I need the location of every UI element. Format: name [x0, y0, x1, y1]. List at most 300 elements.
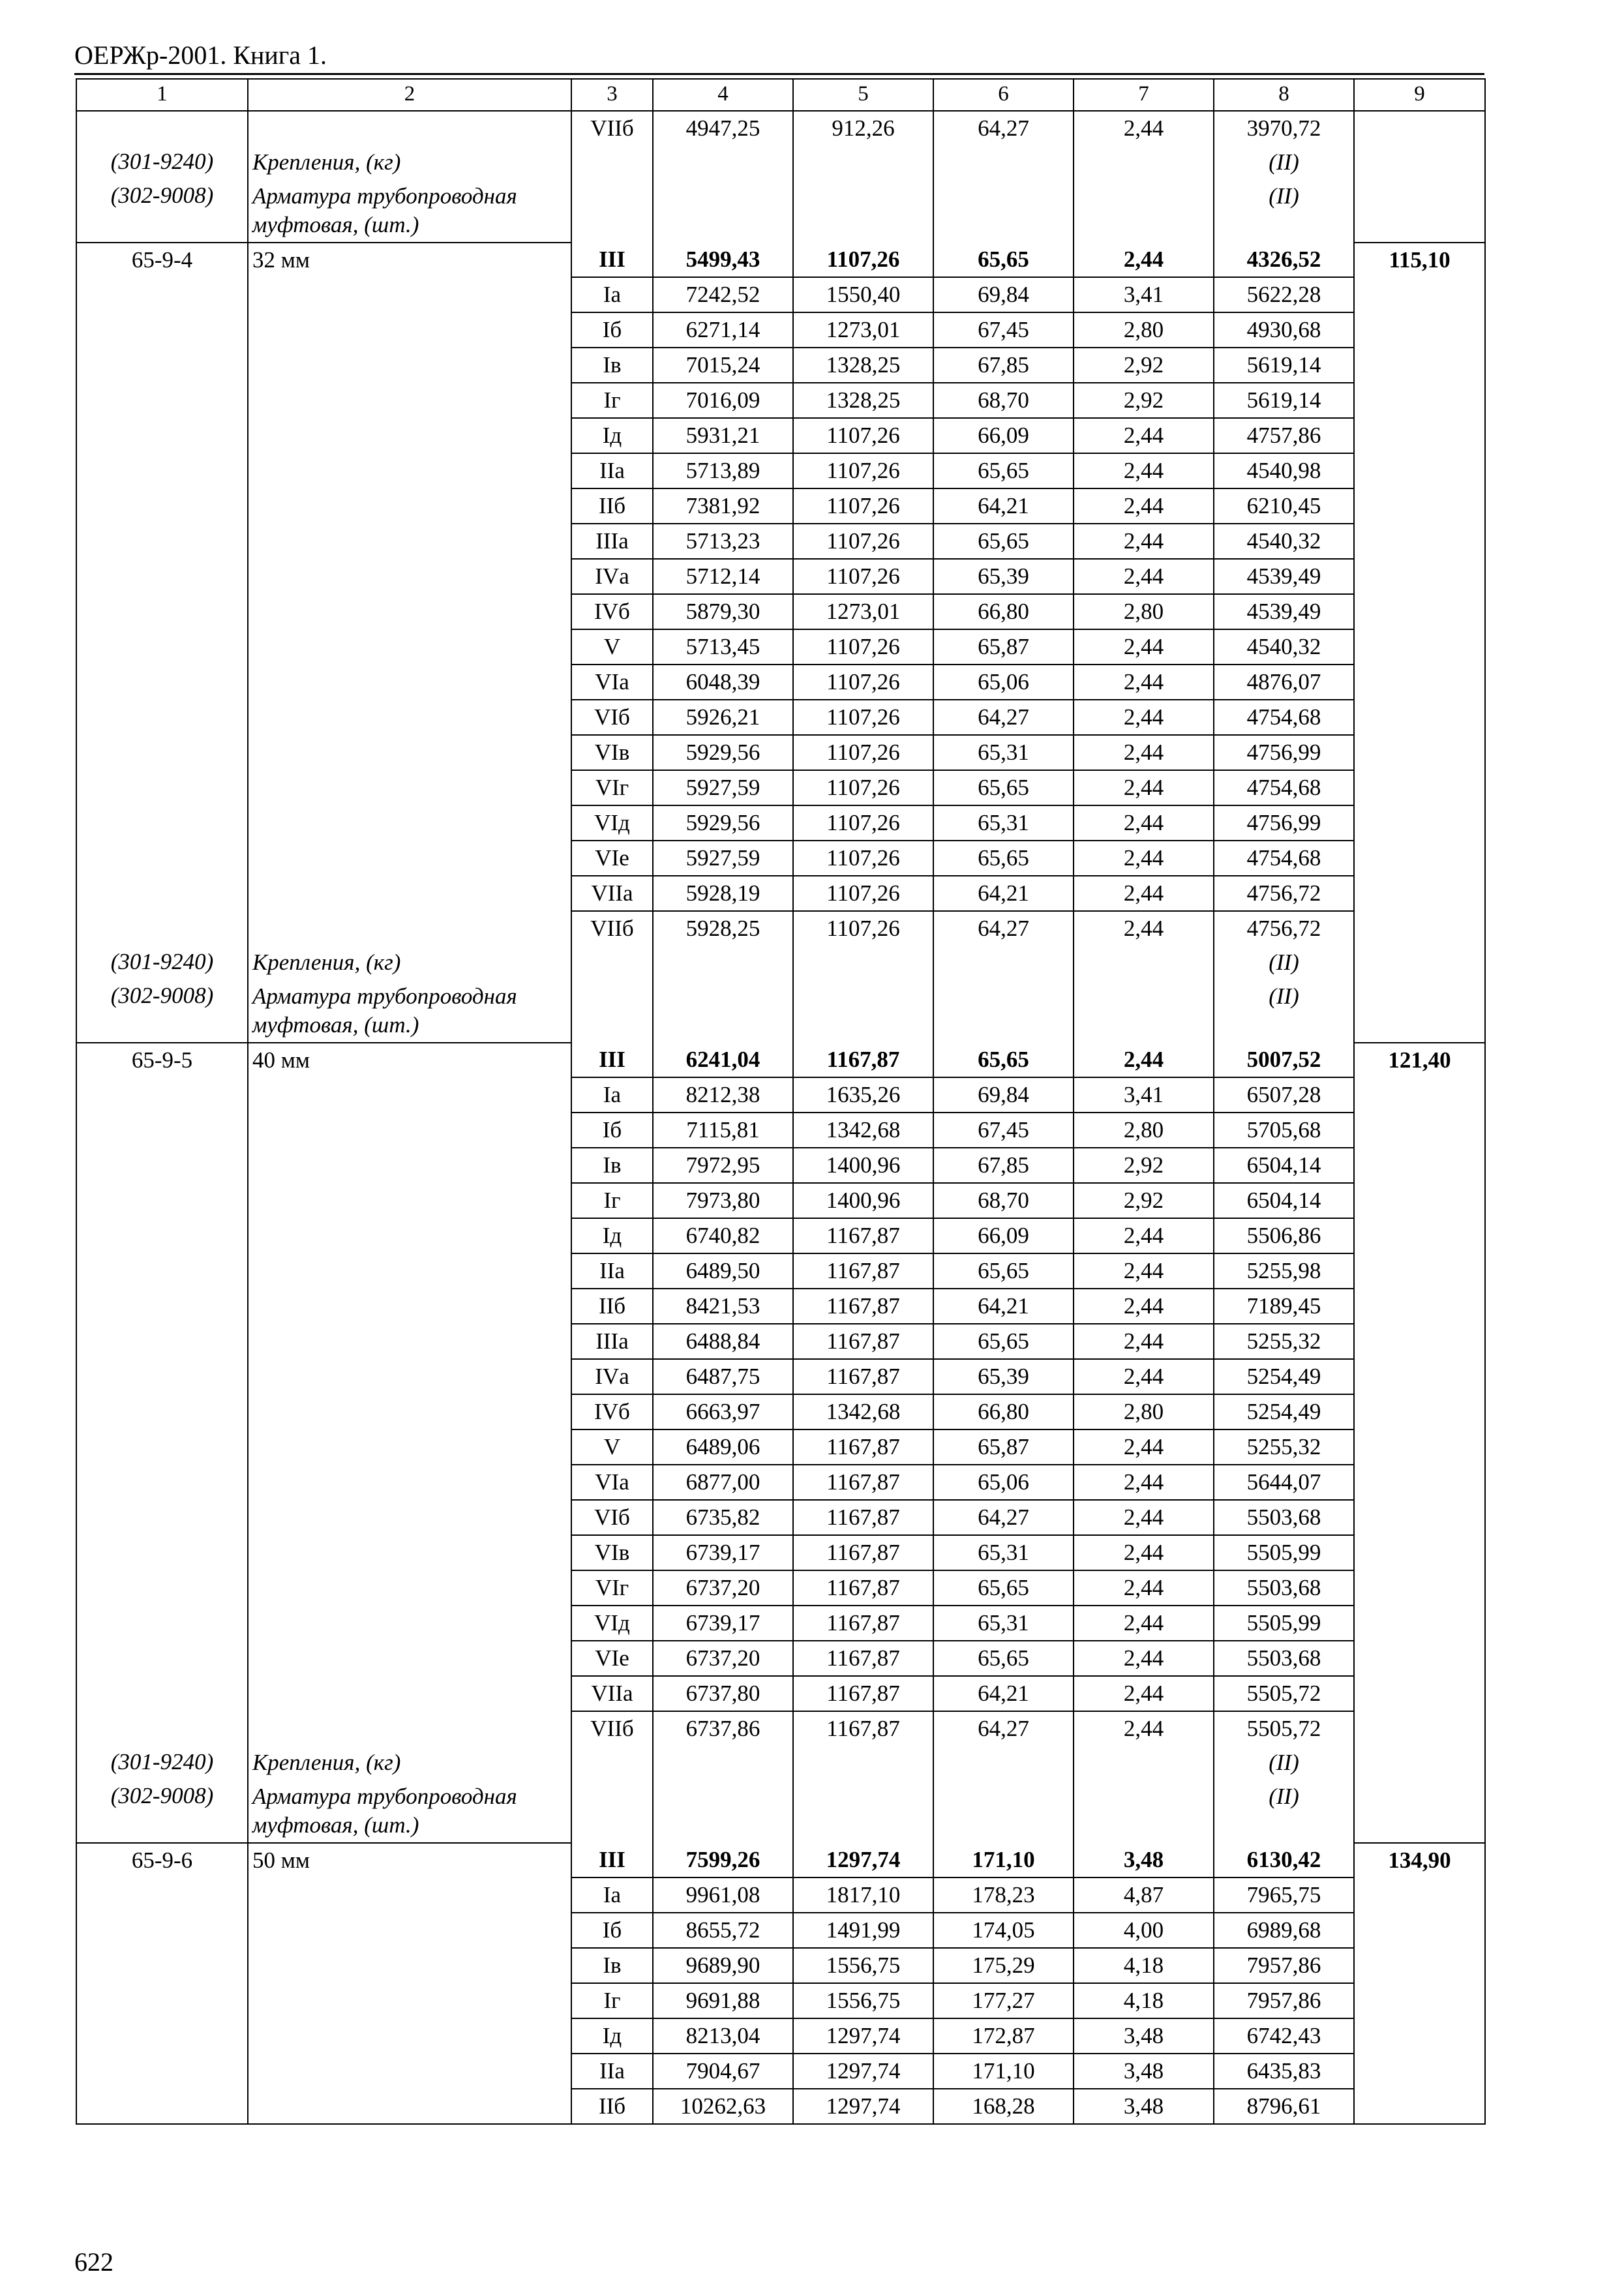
- empty-cell: [1354, 1641, 1485, 1676]
- machine-labor: 2,44: [1074, 1429, 1214, 1465]
- material-cost: 5505,99: [1214, 1535, 1354, 1570]
- region-zone: VIг: [571, 770, 653, 805]
- empty-cell: [1354, 348, 1485, 383]
- machine-labor: 2,44: [1074, 841, 1214, 876]
- empty-cell: [248, 1077, 571, 1113]
- empty-cell: [1074, 179, 1214, 243]
- machine-labor: 2,80: [1074, 1113, 1214, 1148]
- table-row: [76, 2018, 1485, 2054]
- empty-cell: [248, 841, 571, 876]
- empty-cell: [248, 1606, 571, 1641]
- table-row: [76, 1289, 1485, 1324]
- machine-cost: 65,65: [933, 243, 1074, 277]
- total-cost: 6489,06: [653, 1429, 793, 1465]
- labor-cost: 1167,87: [793, 1253, 933, 1289]
- empty-cell: [793, 1746, 933, 1780]
- table-row: [76, 383, 1485, 418]
- material-cost: 6507,28: [1214, 1077, 1354, 1113]
- table-row: [76, 1641, 1485, 1676]
- empty-cell: [1354, 980, 1485, 1043]
- empty-cell: [248, 111, 571, 145]
- column-number-1: 1: [76, 79, 248, 111]
- table-row: [76, 418, 1485, 453]
- empty-cell: [1354, 559, 1485, 594]
- empty-cell: [76, 1913, 248, 1948]
- empty-cell: [76, 559, 248, 594]
- machine-cost: 67,85: [933, 348, 1074, 383]
- region-zone: Iд: [571, 2018, 653, 2054]
- machine-cost: 65,06: [933, 1465, 1074, 1500]
- empty-cell: [248, 1913, 571, 1948]
- empty-cell: [248, 383, 571, 418]
- empty-cell: [653, 1780, 793, 1843]
- material-cost: 5505,72: [1214, 1711, 1354, 1746]
- total-cost: 5499,43: [653, 243, 793, 277]
- group-first-row: [76, 1043, 1485, 1077]
- empty-cell: [76, 805, 248, 841]
- empty-cell: [76, 1606, 248, 1641]
- empty-cell: [248, 453, 571, 488]
- material-cost: 5254,49: [1214, 1394, 1354, 1429]
- machine-cost: 64,21: [933, 488, 1074, 524]
- total-cost: 7904,67: [653, 2054, 793, 2089]
- total-cost: 8212,38: [653, 1077, 793, 1113]
- table-row: [76, 1676, 1485, 1711]
- empty-cell: [1354, 179, 1485, 243]
- machine-labor: 3,48: [1074, 1843, 1214, 1878]
- material-cost: 6742,43: [1214, 2018, 1354, 2054]
- total-cost: 6271,14: [653, 312, 793, 348]
- total-cost: 5931,21: [653, 418, 793, 453]
- labor-cost: 1328,25: [793, 348, 933, 383]
- column-number-7: 7: [1074, 79, 1214, 111]
- empty-cell: [76, 2018, 248, 2054]
- total-cost: 7972,95: [653, 1148, 793, 1183]
- region-zone: III: [571, 1843, 653, 1878]
- material-cost: 4540,98: [1214, 453, 1354, 488]
- total-cost: 6735,82: [653, 1500, 793, 1535]
- resource-unit: (II): [1214, 980, 1354, 1043]
- empty-cell: [76, 1359, 248, 1394]
- table-row: [76, 876, 1485, 911]
- table-row: [76, 1218, 1485, 1253]
- material-cost: 5255,32: [1214, 1429, 1354, 1465]
- table-row: [76, 312, 1485, 348]
- region-zone: IIIа: [571, 1324, 653, 1359]
- empty-cell: [76, 770, 248, 805]
- machine-labor: 2,44: [1074, 111, 1214, 145]
- machine-cost: 68,70: [933, 1183, 1074, 1218]
- empty-cell: [248, 2089, 571, 2124]
- empty-cell: [1354, 805, 1485, 841]
- total-cost: 6740,82: [653, 1218, 793, 1253]
- labor-cost: 1167,87: [793, 1324, 933, 1359]
- machine-labor: 2,44: [1074, 488, 1214, 524]
- machine-labor: 3,41: [1074, 277, 1214, 312]
- labor-cost: 1556,75: [793, 1948, 933, 1983]
- empty-cell: [248, 911, 571, 946]
- empty-cell: [76, 1641, 248, 1676]
- empty-cell: [653, 145, 793, 179]
- machine-labor: 4,18: [1074, 1948, 1214, 1983]
- empty-cell: [76, 1394, 248, 1429]
- machine-labor: 2,44: [1074, 1711, 1214, 1746]
- empty-cell: [248, 1948, 571, 1983]
- empty-cell: [1354, 911, 1485, 946]
- empty-cell: [1354, 418, 1485, 453]
- empty-cell: [1354, 111, 1485, 145]
- empty-cell: [248, 1253, 571, 1289]
- empty-cell: [1354, 1711, 1485, 1746]
- resource-code: (302-9008): [76, 980, 248, 1043]
- empty-cell: [76, 876, 248, 911]
- empty-cell: [76, 277, 248, 312]
- table-row: [76, 911, 1485, 946]
- material-cost: 6435,83: [1214, 2054, 1354, 2089]
- group-first-row: [76, 1843, 1485, 1878]
- table-row: [76, 488, 1485, 524]
- empty-cell: [76, 1500, 248, 1535]
- total-cost: 7016,09: [653, 383, 793, 418]
- region-zone: Iб: [571, 312, 653, 348]
- region-zone: III: [571, 1043, 653, 1077]
- total-cost: 8213,04: [653, 2018, 793, 2054]
- material-cost: 7189,45: [1214, 1289, 1354, 1324]
- machine-labor: 2,44: [1074, 243, 1214, 277]
- resource-code: (302-9008): [76, 179, 248, 243]
- empty-cell: [793, 946, 933, 980]
- region-zone: VIд: [571, 1606, 653, 1641]
- resource-name: Арматура трубопроводная муфтовая, (шт.): [248, 980, 571, 1043]
- machine-labor: 2,44: [1074, 665, 1214, 700]
- machine-labor: 3,48: [1074, 2089, 1214, 2124]
- labor-cost: 1167,87: [793, 1535, 933, 1570]
- empty-cell: [248, 1394, 571, 1429]
- table-row: [76, 524, 1485, 559]
- empty-cell: [76, 1570, 248, 1606]
- item-name: 50 мм: [248, 1843, 571, 1878]
- machine-labor: 2,44: [1074, 418, 1214, 453]
- empty-cell: [248, 629, 571, 665]
- labor-hours: 134,90: [1354, 1843, 1485, 1878]
- labor-cost: 1167,87: [793, 1641, 933, 1676]
- table-row: [76, 1570, 1485, 1606]
- empty-cell: [76, 1878, 248, 1913]
- table-row: [76, 1324, 1485, 1359]
- region-zone: Iб: [571, 1913, 653, 1948]
- material-cost: 4326,52: [1214, 243, 1354, 277]
- machine-cost: 64,21: [933, 876, 1074, 911]
- empty-cell: [76, 911, 248, 946]
- material-cost: 8796,61: [1214, 2089, 1354, 2124]
- resource-name: Арматура трубопроводная муфтовая, (шт.): [248, 179, 571, 243]
- labor-hours: 115,10: [1354, 243, 1485, 277]
- total-cost: 9691,88: [653, 1983, 793, 2018]
- empty-cell: [1354, 277, 1485, 312]
- empty-cell: [248, 1218, 571, 1253]
- empty-cell: [248, 312, 571, 348]
- empty-cell: [248, 418, 571, 453]
- material-cost: 5619,14: [1214, 348, 1354, 383]
- material-cost: 4754,68: [1214, 770, 1354, 805]
- total-cost: 4947,25: [653, 111, 793, 145]
- total-cost: 9689,90: [653, 1948, 793, 1983]
- region-zone: VIе: [571, 1641, 653, 1676]
- region-zone: V: [571, 1429, 653, 1465]
- labor-cost: 1556,75: [793, 1983, 933, 2018]
- machine-cost: 64,21: [933, 1289, 1074, 1324]
- machine-cost: 177,27: [933, 1983, 1074, 2018]
- machine-labor: 2,44: [1074, 876, 1214, 911]
- empty-cell: [76, 1077, 248, 1113]
- material-cost: 5619,14: [1214, 383, 1354, 418]
- table-row: [76, 700, 1485, 735]
- labor-cost: 1328,25: [793, 383, 933, 418]
- empty-cell: [653, 980, 793, 1043]
- material-cost: 4756,72: [1214, 876, 1354, 911]
- table-body: [76, 111, 1485, 2124]
- region-zone: IIб: [571, 1289, 653, 1324]
- region-zone: Iг: [571, 1983, 653, 2018]
- empty-cell: [1354, 1359, 1485, 1394]
- machine-labor: 2,44: [1074, 1253, 1214, 1289]
- item-name: 32 мм: [248, 243, 571, 277]
- resource-unit: (II): [1214, 946, 1354, 980]
- empty-cell: [1354, 2018, 1485, 2054]
- empty-cell: [1354, 488, 1485, 524]
- resource-row: [76, 1780, 1485, 1843]
- empty-cell: [248, 1465, 571, 1500]
- column-number-2: 2: [248, 79, 571, 111]
- machine-labor: 2,44: [1074, 770, 1214, 805]
- empty-cell: [248, 700, 571, 735]
- empty-cell: [76, 1465, 248, 1500]
- machine-cost: 67,85: [933, 1148, 1074, 1183]
- material-cost: 5007,52: [1214, 1043, 1354, 1077]
- labor-cost: 1167,87: [793, 1570, 933, 1606]
- column-number-8: 8: [1214, 79, 1354, 111]
- empty-cell: [248, 1983, 571, 2018]
- machine-cost: 64,27: [933, 700, 1074, 735]
- total-cost: 6737,20: [653, 1570, 793, 1606]
- region-zone: Iб: [571, 1113, 653, 1148]
- machine-cost: 67,45: [933, 1113, 1074, 1148]
- empty-cell: [793, 179, 933, 243]
- empty-cell: [76, 488, 248, 524]
- empty-cell: [1354, 770, 1485, 805]
- empty-cell: [76, 1253, 248, 1289]
- total-cost: 7015,24: [653, 348, 793, 383]
- labor-cost: 1107,26: [793, 243, 933, 277]
- region-zone: Iв: [571, 1148, 653, 1183]
- table-row: [76, 1500, 1485, 1535]
- empty-cell: [248, 665, 571, 700]
- region-zone: VIб: [571, 700, 653, 735]
- machine-cost: 65,87: [933, 629, 1074, 665]
- resource-unit: (II): [1214, 145, 1354, 179]
- empty-cell: [248, 1289, 571, 1324]
- table-row: [76, 841, 1485, 876]
- labor-cost: 1167,87: [793, 1606, 933, 1641]
- labor-cost: 1107,26: [793, 418, 933, 453]
- material-cost: 4539,49: [1214, 559, 1354, 594]
- table-row: [76, 1948, 1485, 1983]
- empty-cell: [1354, 665, 1485, 700]
- empty-cell: [76, 348, 248, 383]
- empty-cell: [76, 700, 248, 735]
- empty-cell: [1354, 1183, 1485, 1218]
- labor-cost: 1107,26: [793, 524, 933, 559]
- empty-cell: [1354, 1253, 1485, 1289]
- table-row: [76, 629, 1485, 665]
- material-cost: 4757,86: [1214, 418, 1354, 453]
- total-cost: 6663,97: [653, 1394, 793, 1429]
- empty-cell: [1354, 524, 1485, 559]
- empty-cell: [76, 2054, 248, 2089]
- region-zone: Iа: [571, 1077, 653, 1113]
- empty-cell: [1354, 1606, 1485, 1641]
- empty-cell: [1354, 383, 1485, 418]
- total-cost: 7115,81: [653, 1113, 793, 1148]
- total-cost: 6241,04: [653, 1043, 793, 1077]
- empty-cell: [1354, 946, 1485, 980]
- empty-cell: [933, 179, 1074, 243]
- resource-name: Крепления, (кг): [248, 145, 571, 179]
- material-cost: 4756,72: [1214, 911, 1354, 946]
- empty-cell: [1074, 1746, 1214, 1780]
- empty-cell: [248, 559, 571, 594]
- region-zone: VIв: [571, 1535, 653, 1570]
- table-row: [76, 1253, 1485, 1289]
- empty-cell: [248, 1570, 571, 1606]
- item-code: 65-9-6: [76, 1843, 248, 1878]
- empty-cell: [248, 1429, 571, 1465]
- labor-cost: 1167,87: [793, 1429, 933, 1465]
- empty-cell: [653, 179, 793, 243]
- labor-hours: 121,40: [1354, 1043, 1485, 1077]
- table-row: [76, 665, 1485, 700]
- resource-unit: (II): [1214, 1780, 1354, 1843]
- total-cost: 6048,39: [653, 665, 793, 700]
- empty-cell: [793, 1780, 933, 1843]
- empty-cell: [76, 1289, 248, 1324]
- column-number-4: 4: [653, 79, 793, 111]
- material-cost: 5503,68: [1214, 1500, 1354, 1535]
- region-zone: Iг: [571, 1183, 653, 1218]
- empty-cell: [76, 418, 248, 453]
- table-row: [76, 1183, 1485, 1218]
- total-cost: 5713,89: [653, 453, 793, 488]
- region-zone: IIа: [571, 1253, 653, 1289]
- resource-code: (302-9008): [76, 1780, 248, 1843]
- labor-cost: 1297,74: [793, 1843, 933, 1878]
- group-first-row: [76, 243, 1485, 277]
- table-row: [76, 770, 1485, 805]
- machine-cost: 65,31: [933, 805, 1074, 841]
- labor-cost: 1400,96: [793, 1183, 933, 1218]
- machine-cost: 68,70: [933, 383, 1074, 418]
- resource-name: Крепления, (кг): [248, 1746, 571, 1780]
- table-row: [76, 277, 1485, 312]
- machine-labor: 2,44: [1074, 1324, 1214, 1359]
- labor-cost: 1817,10: [793, 1878, 933, 1913]
- running-header: ОЕРЖр-2001. Книга 1.: [74, 40, 327, 70]
- material-cost: 7965,75: [1214, 1878, 1354, 1913]
- empty-cell: [1354, 1780, 1485, 1843]
- material-cost: 6989,68: [1214, 1913, 1354, 1948]
- machine-labor: 2,44: [1074, 735, 1214, 770]
- resource-unit: (II): [1214, 1746, 1354, 1780]
- region-zone: VIд: [571, 805, 653, 841]
- empty-cell: [1354, 1948, 1485, 1983]
- material-cost: 4930,68: [1214, 312, 1354, 348]
- region-zone: IVб: [571, 594, 653, 629]
- machine-labor: 2,44: [1074, 911, 1214, 946]
- empty-cell: [653, 946, 793, 980]
- empty-cell: [933, 946, 1074, 980]
- machine-labor: 2,92: [1074, 1183, 1214, 1218]
- column-number-3: 3: [571, 79, 653, 111]
- empty-cell: [571, 1746, 653, 1780]
- machine-cost: 65,06: [933, 665, 1074, 700]
- total-cost: 5928,25: [653, 911, 793, 946]
- empty-cell: [248, 2054, 571, 2089]
- table-row: [76, 1711, 1485, 1746]
- material-cost: 5503,68: [1214, 1570, 1354, 1606]
- table-row: [76, 1148, 1485, 1183]
- table-row: [76, 1394, 1485, 1429]
- empty-cell: [248, 1878, 571, 1913]
- machine-labor: 2,44: [1074, 1500, 1214, 1535]
- machine-cost: 171,10: [933, 2054, 1074, 2089]
- machine-labor: 2,44: [1074, 700, 1214, 735]
- labor-cost: 1550,40: [793, 277, 933, 312]
- empty-cell: [933, 1746, 1074, 1780]
- empty-cell: [1354, 629, 1485, 665]
- labor-cost: 1342,68: [793, 1113, 933, 1148]
- empty-cell: [248, 524, 571, 559]
- empty-cell: [571, 946, 653, 980]
- empty-cell: [76, 841, 248, 876]
- machine-cost: 64,21: [933, 1676, 1074, 1711]
- labor-cost: 1167,87: [793, 1289, 933, 1324]
- material-cost: 5705,68: [1214, 1113, 1354, 1148]
- region-zone: IVа: [571, 1359, 653, 1394]
- machine-cost: 66,09: [933, 1218, 1074, 1253]
- machine-labor: 2,44: [1074, 1641, 1214, 1676]
- table-row: [76, 111, 1485, 145]
- machine-cost: 66,09: [933, 418, 1074, 453]
- machine-labor: 2,44: [1074, 1570, 1214, 1606]
- resource-code: (301-9240): [76, 145, 248, 179]
- empty-cell: [1354, 594, 1485, 629]
- resource-row: [76, 145, 1485, 179]
- material-cost: 6130,42: [1214, 1843, 1354, 1878]
- empty-cell: [248, 2018, 571, 2054]
- empty-cell: [1354, 1113, 1485, 1148]
- region-zone: Iд: [571, 418, 653, 453]
- empty-cell: [76, 453, 248, 488]
- empty-cell: [76, 1183, 248, 1218]
- machine-labor: 2,44: [1074, 805, 1214, 841]
- empty-cell: [1354, 1429, 1485, 1465]
- labor-cost: 912,26: [793, 111, 933, 145]
- empty-cell: [76, 1148, 248, 1183]
- machine-cost: 174,05: [933, 1913, 1074, 1948]
- resource-row: [76, 980, 1485, 1043]
- total-cost: 6739,17: [653, 1606, 793, 1641]
- region-zone: VIIа: [571, 1676, 653, 1711]
